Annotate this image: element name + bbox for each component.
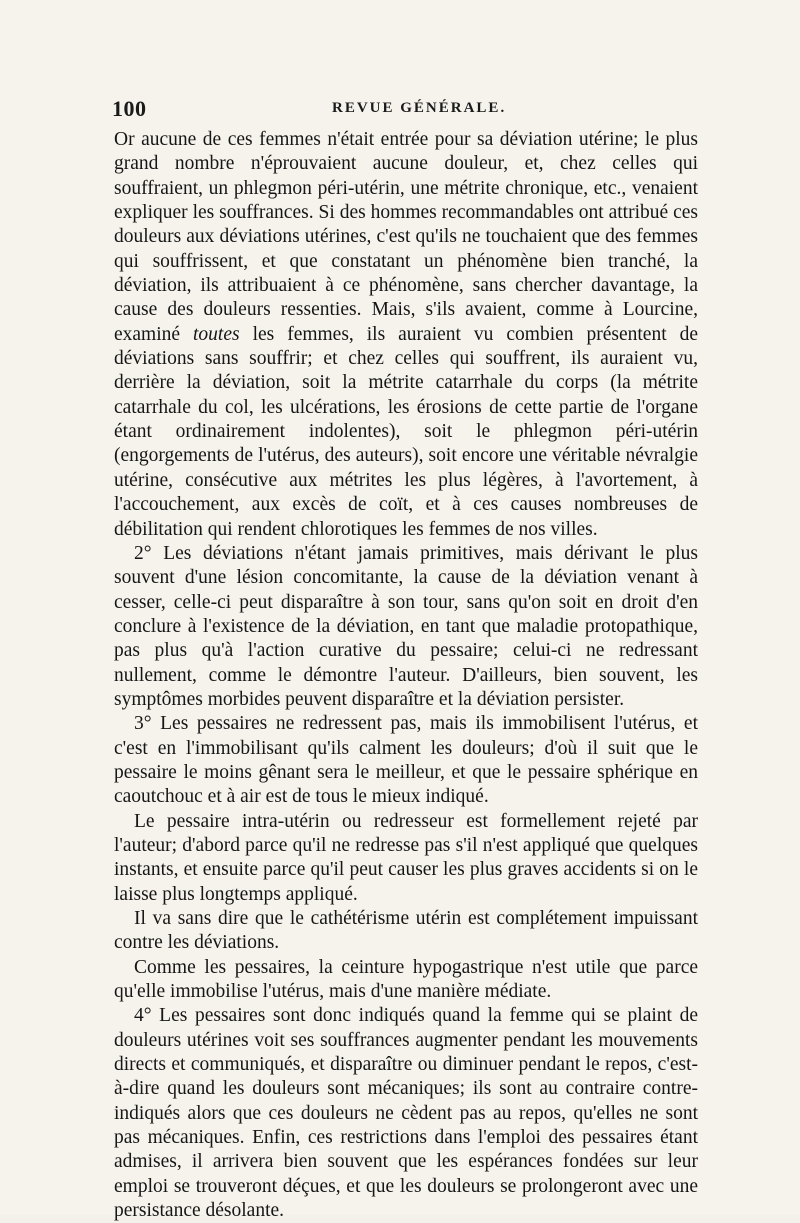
paragraph-4: Le pessaire intra-utérin ou redresseur est formellement rejeté par l'auteur; d'abord parce qu'il ne redresse pas s'il n'est appliqué que quelques instants, et ensuite parce qu'il peut causer les plus graves accidents si on le laisse plus longtemps appliqué. [114,810,698,905]
paragraph-5: Il va sans dire que le cathétérisme utérin est complétement impuissant contre les déviations. [114,908,698,954]
paragraph-3: 3° Les pessaires ne redressent pas, mais ils immobilisent l'utérus, et c'est en l'immobilisant qu'ils calment les douleurs; d'où il suit que le pessaire le moins gênant sera le meilleur, et que le pessaire sphérique en caoutchouc et à air est de tous le mieux indiqué. [114,713,698,808]
paragraph-2: 2° Les déviations n'étant jamais primitives, mais dérivant le plus souvent d'une lésion concomitante, la cause de la déviation venant à cesser, celle-ci peut disparaître à son tour, sans qu'on soit en droit d'en conclure à l'existence de la déviation, en tant que maladie protopathique, pas plus qu'à l'action curative du pessaire; celui-ci ne redressant nullement, comme le démontre l'auteur. D'ailleurs, bien souvent, les symptômes morbides peuvent disparaître et la déviation persister. [114,542,698,710]
page-number: 100 [112,96,147,121]
running-head: REVUE GÉNÉRALE. [332,100,507,116]
paragraph-7: 4° Les pessaires sont donc indiqués quand la femme qui se plaint de douleurs utérines voit ses souffrances augmenter pendant les mouvements directs et communiqués, et disparaître ou diminuer pendant le repos, c'est-à-dire quand les douleurs sont mécaniques; ils sont au contraire contre-indiqués alors que ces douleurs ne cèdent pas au repos, qu'elles ne sont pas mécaniques. Enfin, ces restrictions dans l'emploi des pessaires étant admises, il arrivera bien souvent que les espérances fondées sur leur emploi se trouveront déçues, et que les douleurs se prolongeront avec une persistance désolante. [114,1005,698,1222]
paragraph-6: Comme les pessaires, la ceinture hypogastrique n'est utile que parce qu'elle immobilise l'utérus, mais d'une manière médiate. [114,956,698,1003]
page-header [112,96,697,124]
paragraph-1 [114,128,698,542]
emphasis-toutes: toutes [193,323,240,345]
article-body [114,128,698,1223]
paragraph-1-text-end: les femmes, ils auraient vu combien présentent de déviations sans souffrir; et chez celles qui souffrent, ils auraient vu, derrière la déviation, soit la métrite catarrhale du corps (la métrite catarrhale du col, les ulcérations, les érosions de cette partie de l'organe étant ordinairement indolentes), soit le phlegmon péri-utérin (engorgements de l'utérus, des auteurs), soit encore une véritable névralgie utérine, consécutive aux métrites les plus légères, à l'avortement, à l'accouchement, aux excès de coït, et à ces causes nombreuses de débilitation qui rendent chlorotiques les femmes de nos villes. [114,323,698,540]
paragraph-1-text-start: Or aucune de ces femmes n'était entrée pour sa déviation utérine; le plus grand nombre n'éprouvaient aucune douleur, et, chez celles qui souffraient, un phlegmon péri-utérin, une métrite chronique, etc., venaient expliquer les souffrances. Si des hommes recommandables ont attribué ces douleurs aux déviations utérines, c'est qu'ils ne touchaient que des femmes qui souffrissent, et que constatant un phénomène bien tranché, la déviation, ils attribuaient à ce phénomène, sans chercher davantage, la cause des douleurs ressenties. Mais, s'ils avaient, comme à Lourcine, examiné [114,129,698,345]
